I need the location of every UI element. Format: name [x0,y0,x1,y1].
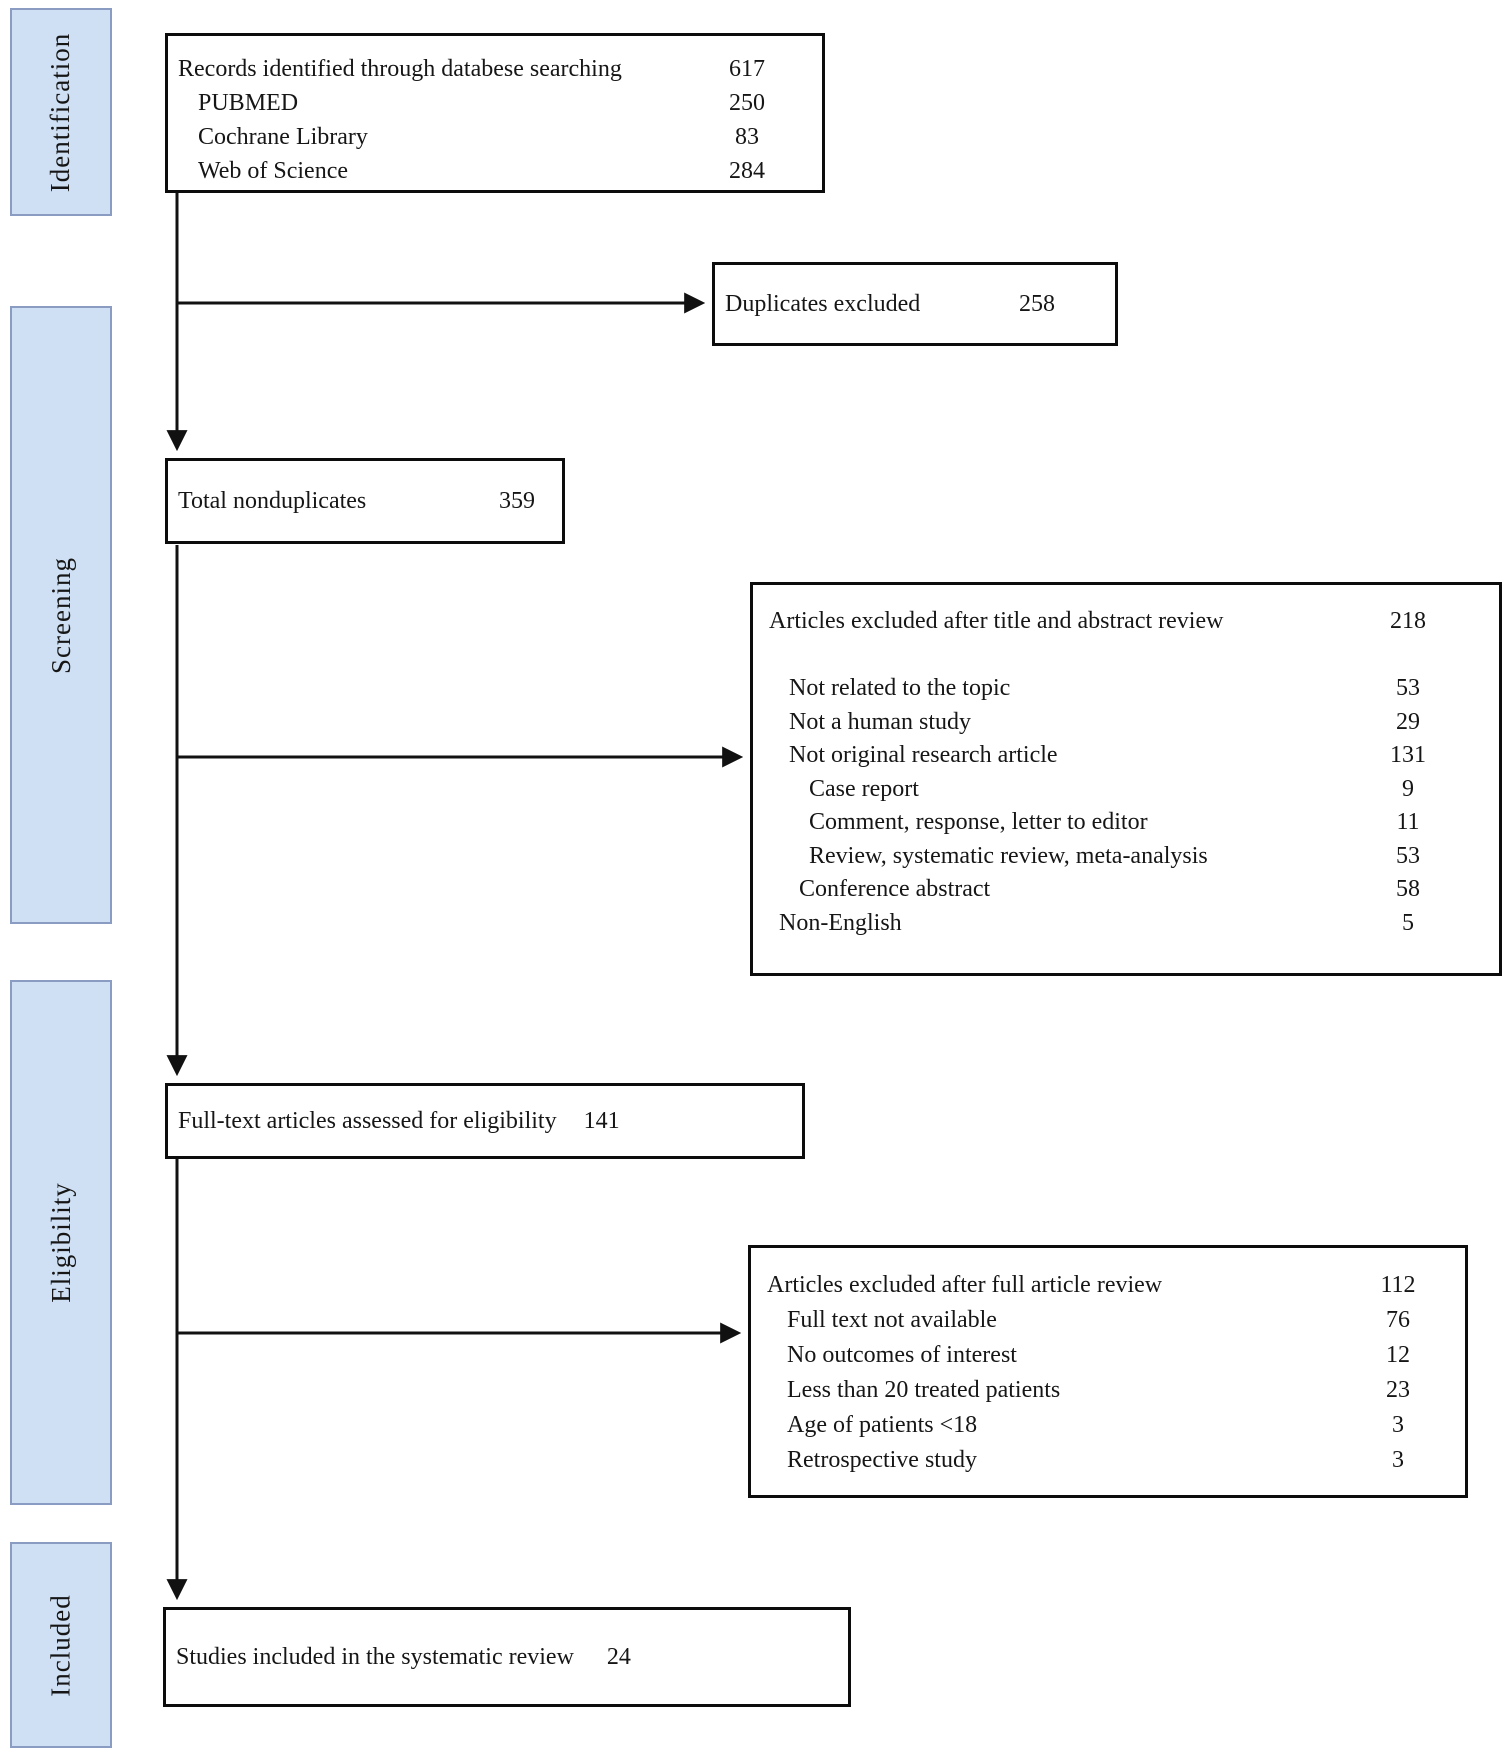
row-label: Cochrane Library [198,124,368,150]
row-value: 76 [1386,1307,1410,1333]
flow-row [763,672,1453,706]
row-value: 3 [1392,1412,1404,1438]
row-label: Conference abstract [799,876,991,902]
row-value: 23 [1386,1377,1410,1403]
row-value: 218 [1390,608,1426,634]
records-rows [172,52,792,188]
row-label: Age of patients <18 [787,1412,978,1438]
row-value: 29 [1396,708,1420,735]
row-value: 83 [735,124,759,150]
row-label: Studies included in the systematic review [176,1644,574,1670]
flow-row [763,639,1453,673]
excluded-title-abstract-rows [763,605,1453,940]
row-label: Less than 20 treated patients [787,1377,1061,1403]
flow-row [719,287,1082,321]
row-label: Non-English [779,909,902,936]
row-value: 53 [1396,675,1420,701]
flow-row [763,605,1453,639]
row-value: 359 [499,488,535,514]
flow-row [763,773,1453,807]
box-studies-included [163,1607,851,1707]
box-records-identified [165,33,825,193]
flow-row [763,706,1453,740]
row-label: Articles excluded after full article review [767,1272,1163,1298]
stage-screening-label: Screening [45,556,76,674]
stage-included-label: Included [45,1593,76,1697]
flow-row [761,1268,1443,1303]
row-value: 24 [606,1644,631,1670]
row-value: 11 [1396,809,1420,835]
flow-row [763,907,1453,941]
row-value: 250 [729,90,765,116]
row-label: Case report [809,775,919,802]
stage-eligibility-label: Eligibility [45,1182,76,1303]
flow-row [761,1303,1443,1338]
row-label: No outcomes of interest [787,1342,1017,1368]
flow-row [761,1373,1443,1408]
row-value: 5 [1402,909,1414,936]
row-value: 9 [1402,775,1414,802]
row-label: Not related to the topic [789,675,1011,701]
excluded-full-article-rows [761,1268,1443,1478]
stage-identification-label: Identification [45,32,76,192]
row-value: 284 [729,158,765,184]
flow-row [763,739,1453,773]
stage-screening [10,306,112,924]
row-value: 141 [583,1108,620,1134]
box-duplicates-excluded [712,262,1118,346]
flow-row [761,1408,1443,1443]
row-label: Records identified through databese searching [178,56,622,82]
row-label: Retrospective study [787,1447,977,1473]
row-label: Web of Science [198,158,348,184]
row-value: 258 [1019,291,1055,317]
box-excluded-full-article [748,1245,1468,1498]
flow-row [763,840,1453,874]
row-label: Not a human study [789,708,971,735]
box-total-nonduplicates [165,458,565,544]
row-label: Duplicates excluded [725,291,921,317]
row-value [1363,639,1453,673]
row-value: 112 [1380,1272,1416,1298]
flow-row [763,873,1453,907]
stage-included [10,1542,112,1748]
row-value: 131 [1390,742,1426,768]
duplicates-rows [719,287,1082,321]
flow-row [763,806,1453,840]
flow-row [172,154,792,188]
row-value: 3 [1392,1447,1404,1473]
row-value: 617 [729,56,765,82]
row-label: Review, systematic review, meta-analysis [809,842,1208,869]
row-label: Full-text articles assessed for eligibility [178,1108,557,1134]
row-label [763,639,1363,673]
fulltext-rows [172,1104,620,1138]
row-value: 53 [1396,842,1420,869]
flow-row [761,1338,1443,1373]
stage-identification [10,8,112,216]
nonduplicates-rows [172,484,562,518]
flow-row [172,52,792,86]
row-label: Total nonduplicates [178,488,367,514]
box-excluded-title-abstract [750,582,1502,976]
row-label: PUBMED [198,90,299,116]
row-value: 12 [1386,1342,1410,1368]
flow-row [170,1640,651,1674]
row-value: 58 [1396,876,1420,902]
stage-eligibility [10,980,112,1505]
flow-row [172,120,792,154]
box-fulltext-assessed [165,1083,805,1159]
flow-row [761,1443,1443,1478]
row-label: Not original research article [789,742,1058,768]
row-label: Full text not available [787,1307,997,1333]
flow-row [172,484,562,518]
flow-row [172,86,792,120]
included-rows [170,1640,651,1674]
row-label: Comment, response, letter to editor [809,809,1148,835]
row-label: Articles excluded after title and abstract review [769,608,1224,634]
flow-row [172,1104,620,1138]
